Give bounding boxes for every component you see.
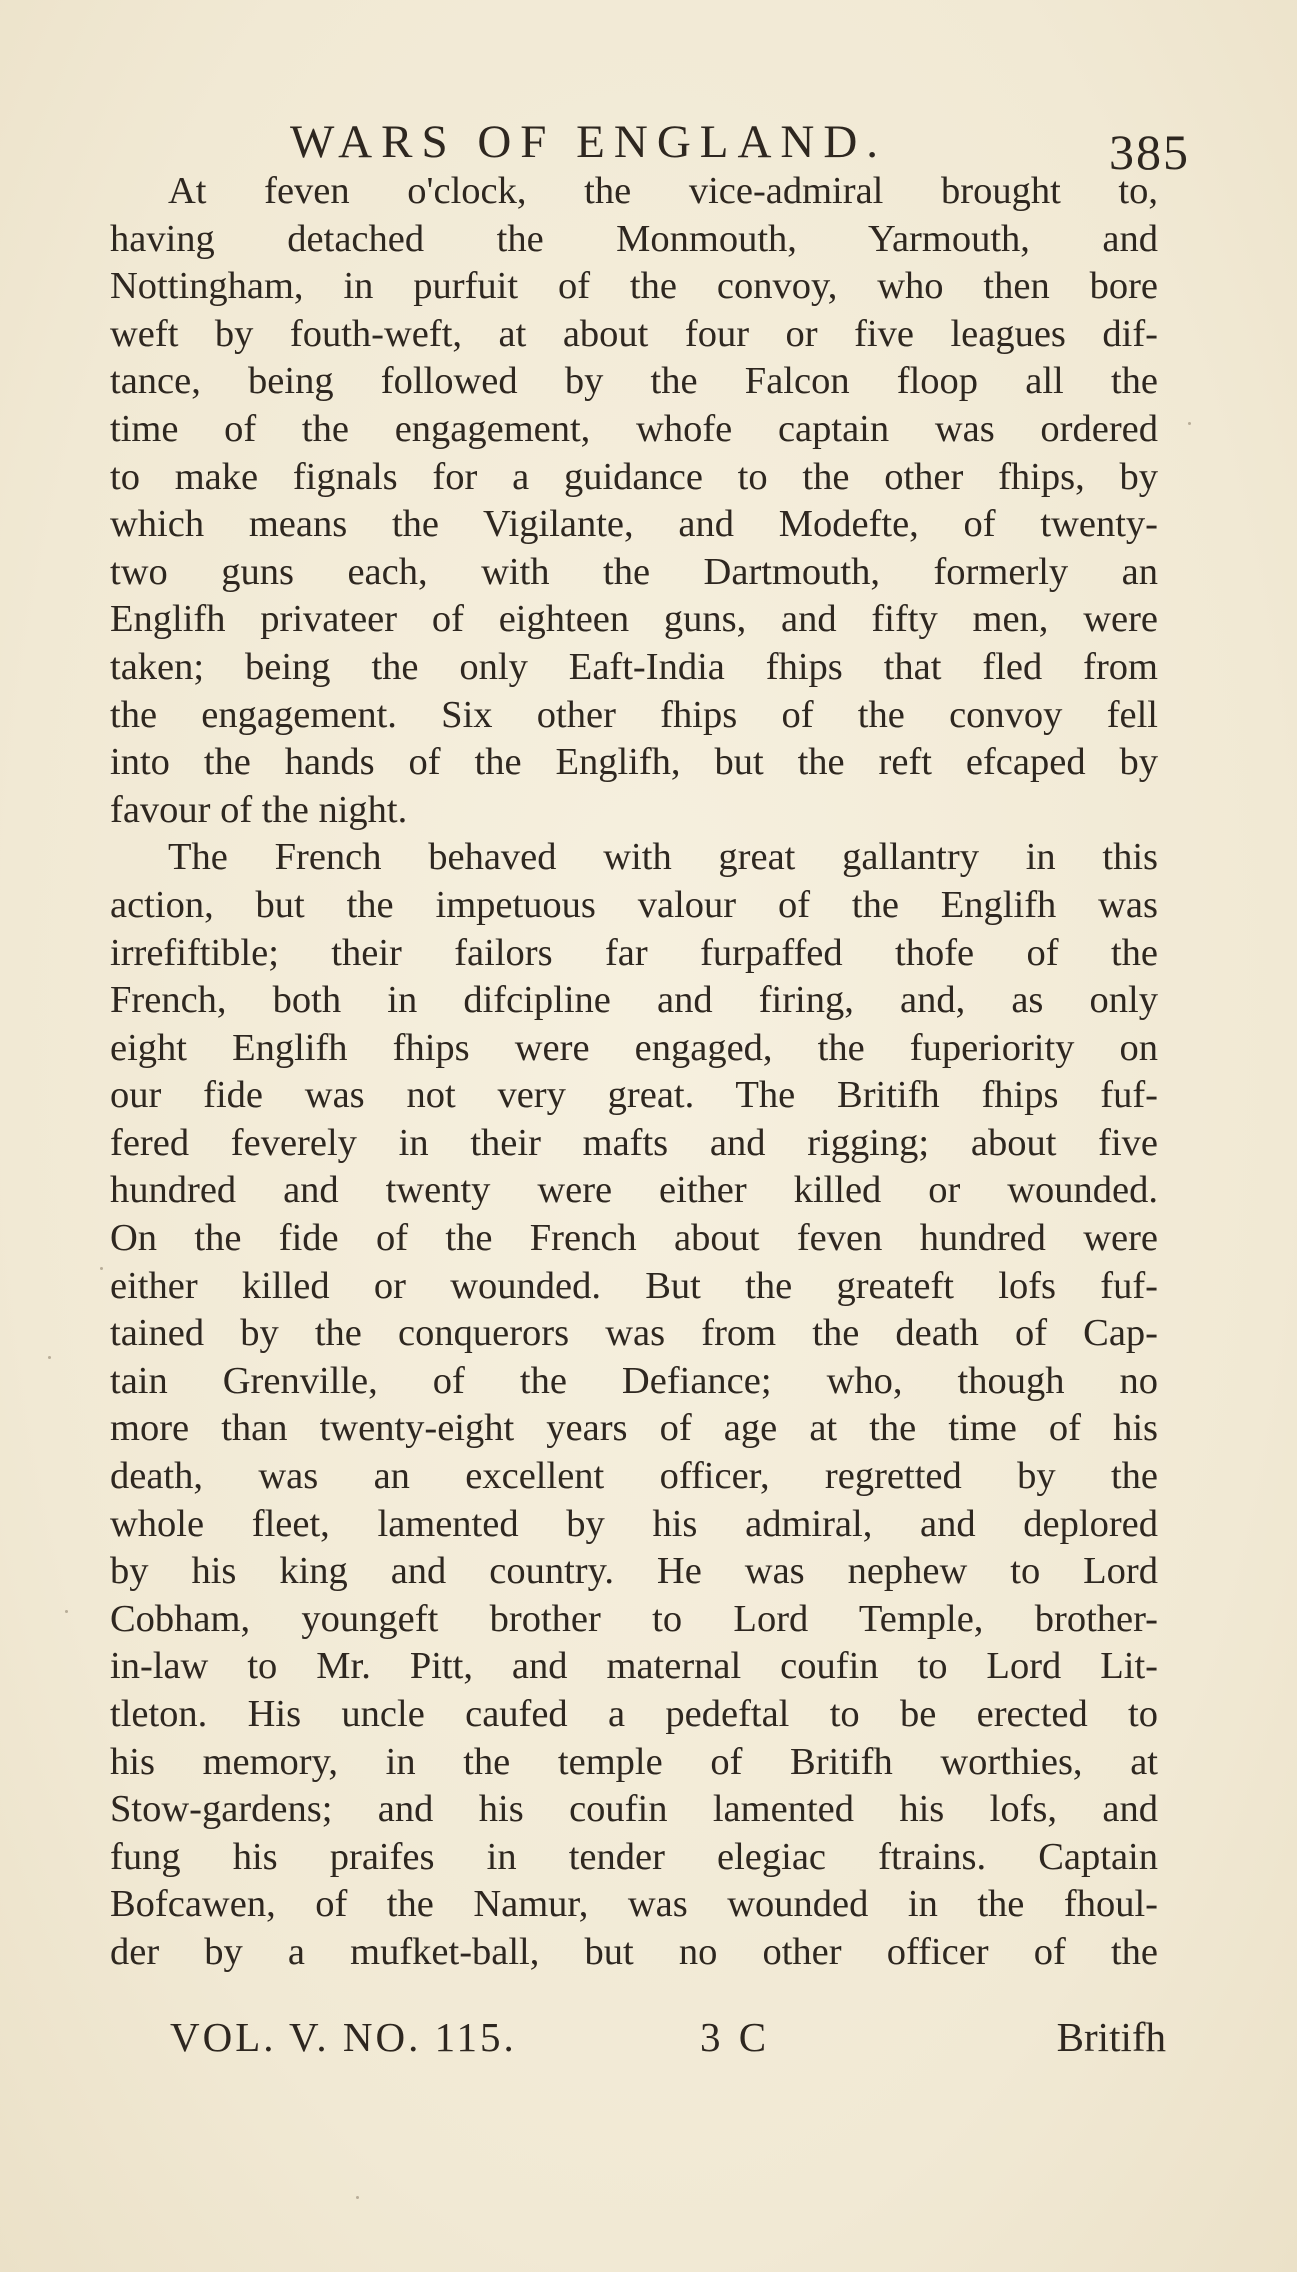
page-header	[290, 112, 1190, 180]
text-line: tleton. His uncle caufed a pedeftal to be erected to	[110, 1693, 1158, 1735]
text-line: our fide was not very great. The Britifh fhips fuf-	[110, 1074, 1158, 1117]
text-line: to make fignals for a guidance to the other fhips, by	[110, 455, 1158, 498]
paper-speck	[65, 1610, 68, 1613]
text-line: Nottingham, in purfuit of the convoy, who then bore	[110, 265, 1158, 308]
page-footer	[170, 2010, 1166, 2065]
text-line: in-law to Mr. Pitt, and maternal coufin to Lord Lit-	[110, 1645, 1158, 1688]
text-line: time of the engagement, whofe captain was ordered	[110, 407, 1158, 450]
paper-speck	[356, 2196, 359, 2199]
text-line: favour of the night.	[110, 788, 408, 831]
text-line: fung his praifes in tender elegiac ftrains. Captain	[110, 1835, 1158, 1878]
text-line: Bofcawen, of the Namur, was wounded in the fhoul-	[110, 1883, 1158, 1926]
text-line: either killed or wounded. But the greateft lofs fuf-	[110, 1264, 1158, 1307]
running-head: WARS OF ENGLAND.	[290, 116, 888, 168]
text-line: which means the Vigilante, and Modefte, of twenty-	[110, 503, 1158, 546]
text-line: tance, being followed by the Falcon floop all the	[110, 360, 1158, 403]
paragraph	[110, 834, 1158, 1976]
paper-speck	[48, 1356, 51, 1359]
signature-mark: 3 C	[700, 2014, 771, 2060]
text-line: whole fleet, lamented by his admiral, and deplored	[110, 1502, 1158, 1545]
catchword: Britifh	[1056, 2014, 1166, 2060]
text-line: having detached the Monmouth, Yarmouth, and	[110, 217, 1158, 260]
text-line: into the hands of the Englifh, but the reft efcaped by	[110, 741, 1158, 784]
text-line: Cobham, youngeft brother to Lord Temple, brother-	[110, 1597, 1158, 1640]
text-line: French, both in difcipline and firing, and, as only	[110, 979, 1158, 1022]
text-line: hundred and twenty were either killed or wounded.	[110, 1169, 1158, 1212]
text-line: two guns each, with the Dartmouth, formerly an	[110, 550, 1158, 593]
text-line: fered feverely in their mafts and rigging; about five	[110, 1121, 1158, 1164]
text-line: irrefiftible; their failors far furpaffed thofe of the	[110, 931, 1158, 974]
text-line: Englifh privateer of eighteen guns, and fifty men, were	[110, 598, 1158, 641]
text-line: his memory, in the temple of Britifh worthies, at	[110, 1740, 1158, 1783]
text-line: the engagement. Six other fhips of the convoy fell	[110, 693, 1158, 736]
text-line: tained by the conquerors was from the death of Cap-	[110, 1312, 1158, 1355]
text-line: tain Grenville, of the Defiance; who, though no	[110, 1359, 1158, 1402]
paper-speck	[100, 1267, 103, 1270]
text-line: eight Englifh fhips were engaged, the fuperiority on	[110, 1026, 1158, 1069]
body-text	[110, 168, 1158, 1977]
text-line: by his king and country. He was nephew to Lord	[110, 1550, 1158, 1593]
text-line: Stow-gardens; and his coufin lamented his lofs, and	[110, 1788, 1158, 1831]
text-line: weft by fouth-weft, at about four or five leagues dif-	[110, 312, 1158, 355]
page-number: 385	[1109, 124, 1190, 180]
text-line: On the fide of the French about feven hundred were	[110, 1217, 1158, 1260]
volume-signature: VOL. V. NO. 115.	[170, 2014, 517, 2060]
text-line: action, but the impetuous valour of the Englifh was	[110, 883, 1158, 926]
paragraph	[110, 168, 1158, 834]
text-line: death, was an excellent officer, regretted by the	[110, 1455, 1158, 1498]
text-line: At feven o'clock, the vice-admiral brought to,	[168, 170, 1158, 212]
text-line: more than twenty-eight years of age at the time of his	[110, 1407, 1158, 1450]
text-line: taken; being the only Eaft-India fhips that fled from	[110, 645, 1158, 688]
text-line: der by a mufket-ball, but no other officer of the	[110, 1930, 1158, 1973]
paper-speck	[1188, 422, 1191, 425]
text-line: The French behaved with great gallantry in this	[168, 836, 1158, 879]
